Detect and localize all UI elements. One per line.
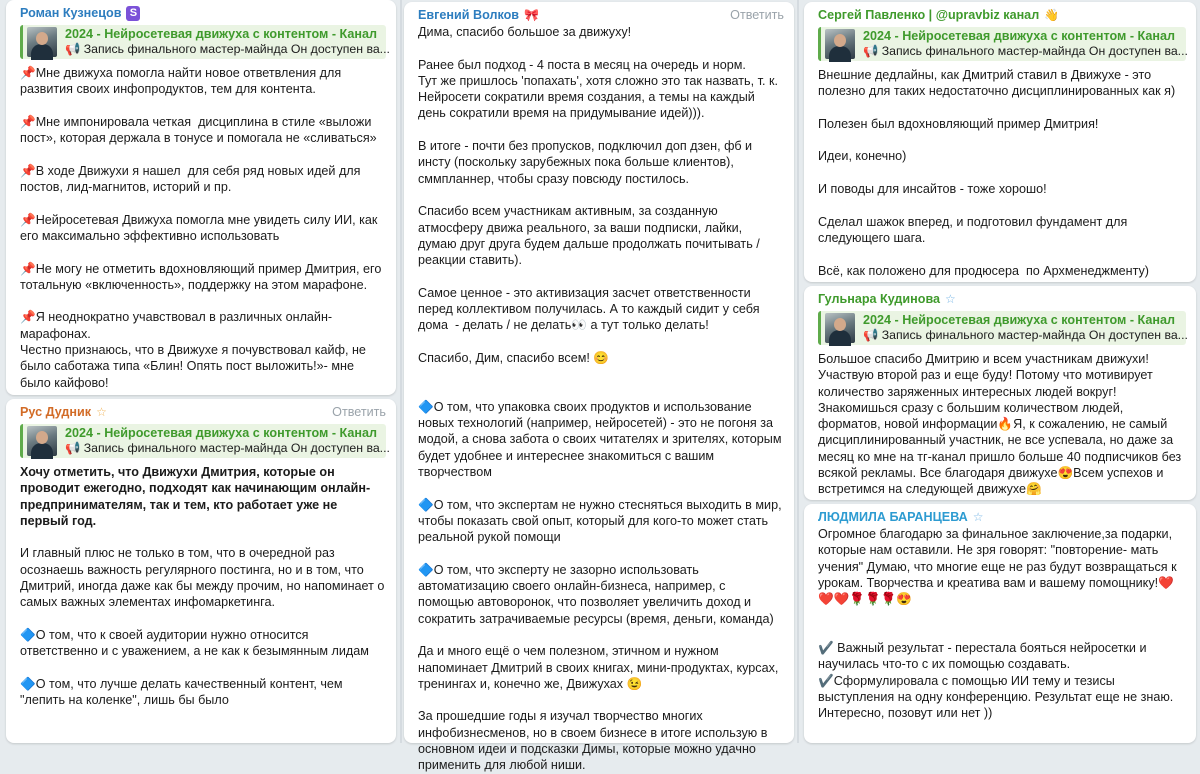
message-line (818, 116, 1186, 132)
column-divider (797, 0, 799, 743)
message-line (20, 195, 386, 211)
message-line (20, 342, 386, 391)
reply-preview-title: 2024 - Нейросетевая движуха с контентом - Канал (863, 313, 1175, 327)
message-bubble[interactable] (404, 2, 794, 773)
author-badge-icon: ☆ (96, 405, 107, 419)
check-mark-icon: ✔️ (818, 641, 834, 656)
author-badge-icon: ☆ (945, 292, 956, 306)
message-line (818, 214, 1186, 247)
message-line-text: Спасибо всем участникам активным, за созданную атмосферу движа реального, за ваши подписки, лайки, думаю друг друга будем дальше продолжать почитывать / реакции ставить). (418, 204, 764, 268)
message-line (818, 624, 1186, 640)
author-name[interactable]: Рус Дудник (20, 405, 92, 419)
message-line-text: Не могу не отметить вдохновляющий пример Дмитрия, его тотальную «включенность», поддержку на этом марафоне. (20, 261, 385, 292)
message-text (818, 67, 1186, 279)
message-line-text: В ходе Движухи я нашел для себя ряд новых идей для постов, лид-магнитов, историй и пр. (20, 163, 364, 195)
megaphone-icon: 📢 (863, 328, 882, 342)
message-line (20, 545, 386, 610)
message-line (418, 562, 784, 627)
message-line (20, 146, 386, 162)
message-line (418, 334, 784, 350)
message-line (20, 611, 386, 627)
channel-thumbnail (825, 313, 855, 343)
reply-preview[interactable] (818, 311, 1186, 345)
reply-preview-title: 2024 - Нейросетевая движуха с контентом - Канал (65, 27, 377, 41)
message-line (818, 351, 1186, 498)
author-name[interactable]: Евгений Волков (418, 8, 520, 22)
message-line-text: Идеи, конечно) (818, 149, 907, 164)
reply-button[interactable]: Ответить (332, 405, 386, 419)
chat-column-right (800, 0, 1200, 743)
message-line (418, 497, 784, 546)
message-line-text: Спасибо, Дим, спасибо всем! 😊 (418, 350, 610, 365)
message-line (418, 627, 784, 643)
message-line-text: И поводы для инсайтов - тоже хорошо! (818, 182, 1047, 197)
reply-preview-text (65, 426, 390, 456)
message-line (818, 673, 1186, 722)
message-line-text: Тут же пришлось 'попахать', хотя сложно это так назвать, т. к. Нейросети сократили время создания, а темы на каждый день сократили время на придумывание идей))). (418, 73, 782, 121)
message-line (818, 246, 1186, 262)
message-line (20, 660, 386, 676)
blue-diamond-icon: 🔷 (418, 399, 434, 414)
message-line (818, 640, 1186, 673)
message-line (20, 627, 386, 660)
message-header (418, 6, 784, 24)
blue-diamond-icon: 🔷 (418, 562, 434, 577)
message-line-text: Ранее был подход - 4 поста в месяц на очередь и норм. (418, 57, 746, 72)
message-bold-paragraph: Хочу отметить, что Движухи Дмитрия, которые он проводит ежегодно, подходят как начинающим онлайн-предпринимателям, так и тем, кто работает уже не первый год. (20, 465, 371, 528)
megaphone-icon: 📢 (65, 441, 84, 455)
author-badge-icon: 👋 (1044, 8, 1060, 22)
message-line-text: Огромное благодарю за финальное заключение,за подарки, которые нам оставили. Не зря говорят: "повторение- мать учения" Думаю, что многие еще не раз будут возвращаться к урокам. Творчества и креатива вам и вашему помощнику!❤️❤️❤️🌹🌹🌹😍 (818, 527, 1181, 607)
author-name[interactable]: Сергей Павленко | @upravbiz канал (818, 8, 1040, 22)
message-line (20, 98, 386, 114)
reply-preview-sub-text: Запись финального мастер-майнда Он доступен ва... (83, 441, 390, 455)
message-line-text: И главный плюс не только в том, что в очередной раз осознаешь важность регулярного постинга, но и в том, что Дмитрий, иногда даже как бы между прочим, но напоминает о самых важных элементах инфомаркетинга. (20, 546, 388, 610)
message-line (818, 197, 1186, 213)
message-line (20, 163, 386, 196)
message-line (418, 399, 784, 480)
message-bubble[interactable] (804, 286, 1196, 500)
message-line (818, 100, 1186, 116)
megaphone-icon: 📢 (65, 42, 84, 56)
message-line (418, 203, 784, 268)
message-line (20, 212, 386, 245)
message-line (818, 526, 1186, 607)
message-line-text: О том, что лучше делать качественный контент, чем "лепить на коленке", лишь бы было (20, 676, 347, 708)
blue-diamond-icon: 🔷 (20, 676, 36, 691)
message-line-text: Нейросетевая Движуха помогла мне увидеть силу ИИ, как его максимально эффективно использовать (20, 212, 381, 243)
message-line-text: О том, что упаковка своих продуктов и использование новых технологий (например, нейросетей) - это не погоня за модой, а снова забота о своих читателях и зрителях, которым будет удобнее и интереснее знакомиться с вашим творчеством (418, 399, 785, 480)
author-badge-icon: ☆ (972, 510, 984, 524)
message-line-text: Мне импонировала четкая дисциплина в стиле «выложи пост», которая держала в тонусе и помогала не «сливаться» (20, 114, 377, 146)
message-line (818, 165, 1186, 181)
message-text (20, 65, 386, 391)
message-header (818, 6, 1186, 24)
author-badge-icon: S (126, 6, 140, 21)
message-line-text: Важный результат - перестала бояться нейросетки и научилась что-то с их помощью создавать. (818, 641, 1151, 672)
message-line-text: О том, что эксперту не зазорно использовать автоматизацию своего онлайн-бизнеса, например, с помощью автоворонок, что позволяет увеличить доход и сократить затрачиваемые ресурсы (время, деньги, команда) (418, 562, 774, 626)
message-line (418, 692, 784, 708)
author-name[interactable]: Гульнара Кудинова (818, 292, 941, 306)
message-line (20, 293, 386, 309)
reply-preview-text (65, 27, 390, 57)
message-text (818, 351, 1186, 498)
message-line (20, 309, 386, 342)
message-line (818, 263, 1186, 279)
chat-column-center (402, 0, 796, 773)
message-line (418, 366, 784, 382)
message-header (818, 508, 1186, 526)
message-line (818, 181, 1186, 197)
message-line (418, 73, 784, 122)
message-line-text: Самое ценное - это активизация засчет ответственности перед коллективом получилась. А то каждый сидит у себя дома - делать / не делать👀 а тут только делать! (418, 285, 764, 333)
message-line-text: Полезен был вдохновляющий пример Дмитрия! (818, 116, 1099, 131)
message-line-text: Мне движуха помогла найти новое ответвления для развития своих инфопродуктов, тем для контента. (20, 66, 345, 97)
message-line (818, 148, 1186, 164)
message-line-text: Я неоднократно учавствовал в различных онлайн-марафонах. (20, 310, 333, 341)
reply-preview-text (863, 29, 1188, 59)
megaphone-icon: 📢 (863, 44, 882, 58)
message-line (20, 261, 386, 294)
reply-button[interactable]: Ответить (730, 8, 784, 22)
reply-preview-sub-text: Запись финального мастер-майнда Он доступен ва... (881, 44, 1188, 58)
message-line (418, 138, 784, 187)
message-line-text: В итоге - почти без пропусков, подключил доп дзен, фб и инсту (поскольку зарубежных пока больше клиентов), сммпланнер, чтобы сразу повсюду постилось. (418, 139, 756, 186)
pin-icon: 📌 (20, 212, 36, 227)
message-line-text: Внешние дедлайны, как Дмитрий ставил в Движухе - это полезно для таких недостаточно дисциплинированных как я) (818, 68, 1176, 99)
message-bubble[interactable] (804, 2, 1196, 282)
pin-icon: 📌 (20, 163, 36, 178)
message-header (20, 403, 386, 421)
pin-icon: 📌 (20, 261, 36, 276)
author-name[interactable]: Роман Кузнецов (20, 6, 122, 20)
channel-thumbnail (27, 426, 57, 456)
reply-preview-subtitle (65, 42, 390, 57)
message-text (418, 24, 784, 774)
message-line-text: Всё, как положено для продюсера по Архменеджменту) (818, 263, 1149, 278)
reply-preview-text (863, 313, 1188, 343)
reply-preview-subtitle (65, 441, 390, 456)
message-line-text: Дима, спасибо большое за движуху! (418, 25, 632, 39)
message-header (818, 290, 1186, 308)
reply-preview[interactable] (20, 25, 390, 59)
message-header (20, 4, 386, 22)
message-line (418, 40, 784, 56)
reply-preview-sub-text: Запись финального мастер-майнда Он доступен ва... (881, 328, 1188, 342)
blue-diamond-icon: 🔷 (20, 627, 36, 642)
reply-preview-subtitle (863, 44, 1188, 59)
author-name[interactable]: ЛЮДМИЛА БАРАНЦЕВА (818, 510, 968, 524)
message-line-text: Да и много ещё о чем полезном, этичном и нужном напоминает Дмитрий в своих книгах, мини-продуктах, курсах, тренингах и, конечно же, Движухах 😉 (418, 644, 782, 691)
reply-preview-title: 2024 - Нейросетевая движуха с контентом - Канал (65, 426, 377, 440)
message-line (418, 187, 784, 203)
message-line (418, 708, 784, 773)
channel-thumbnail (27, 27, 57, 57)
message-line (818, 132, 1186, 148)
reply-preview-sub-text: Запись финального мастер-майнда Он доступен ва... (83, 42, 390, 56)
message-line (418, 122, 784, 138)
message-bubble[interactable] (6, 0, 396, 395)
message-line-text: Сделал шажок вперед, и подготовил фундамент для следующего шага. (818, 214, 1131, 245)
reply-preview[interactable] (20, 424, 390, 458)
message-bubble[interactable] (804, 504, 1196, 743)
message-line-text: Честно признаюсь, что в Движухе я почувствовал кайф, не было саботажа типа «Блин! Опять пост выложить!»- мне было кайфово! (20, 343, 370, 390)
message-line (818, 67, 1186, 100)
message-text (20, 529, 386, 708)
message-line (20, 676, 386, 709)
message-line (418, 285, 784, 334)
author-badge-icon: 🎀 (524, 8, 539, 22)
reply-preview-subtitle (863, 328, 1188, 343)
message-line (418, 546, 784, 562)
message-line (418, 643, 784, 692)
channel-thumbnail (825, 29, 855, 59)
blue-diamond-icon: 🔷 (418, 497, 434, 512)
message-line-text: За прошедшие годы я изучал творчество многих инфобизнесменов, но в своем бизнесе в итоге использую в основном идеи и подсказки Димы, которые можно удачно применить для любой ниши. (418, 709, 771, 773)
message-line (20, 114, 386, 147)
message-bubble[interactable] (6, 399, 396, 743)
message-line-text: О том, что к своей аудитории нужно относится ответственно и с уважением, а не как к безымянным лидам (20, 627, 369, 659)
message-line (418, 268, 784, 284)
message-line (418, 383, 784, 399)
message-line (418, 350, 784, 366)
pin-icon: 📌 (20, 66, 36, 80)
message-line-text: Сформулировала с помощью ИИ тему и тезисы выступления на одну конференцию. Результат еще не знаю. Интересно, позовут или нет )) (818, 673, 1177, 721)
reply-preview-title: 2024 - Нейросетевая движуха с контентом - Канал (863, 29, 1175, 43)
message-line (418, 57, 784, 73)
message-line (20, 244, 386, 260)
check-mark-icon: ✔️ (818, 673, 834, 688)
pin-icon: 📌 (20, 310, 36, 325)
message-line (20, 529, 386, 545)
pin-icon: 📌 (20, 114, 36, 129)
message-line (418, 24, 784, 40)
chat-column-left (0, 0, 398, 743)
message-line-text: Большое спасибо Дмитрию и всем участникам движухи! Участвую второй раз и еще буду! Потому что мотивирует количество заряженных интересных людей вокруг! Знакомишься сразу с большим количеством людей, форматов, новой информации🔥Я, к сожалению, не самый дисциплинированный участник, не все успевала, но даже за месяц ко мне на тг-канал пришло больше 40 подписчиков без всякой рекламы. Все благодаря движухе😍Всем успехов и встретимся на следующей движухе🤗 (818, 352, 1185, 497)
message-line-text: О том, что экспертам не нужно стесняться выходить в мир, чтобы показать свой опыт, который для кого-то может стать реальной рукой помощи (418, 497, 786, 545)
message-line (418, 480, 784, 496)
message-line (20, 65, 386, 98)
message-text (818, 526, 1186, 722)
message-line (818, 607, 1186, 623)
reply-preview[interactable] (818, 27, 1186, 61)
